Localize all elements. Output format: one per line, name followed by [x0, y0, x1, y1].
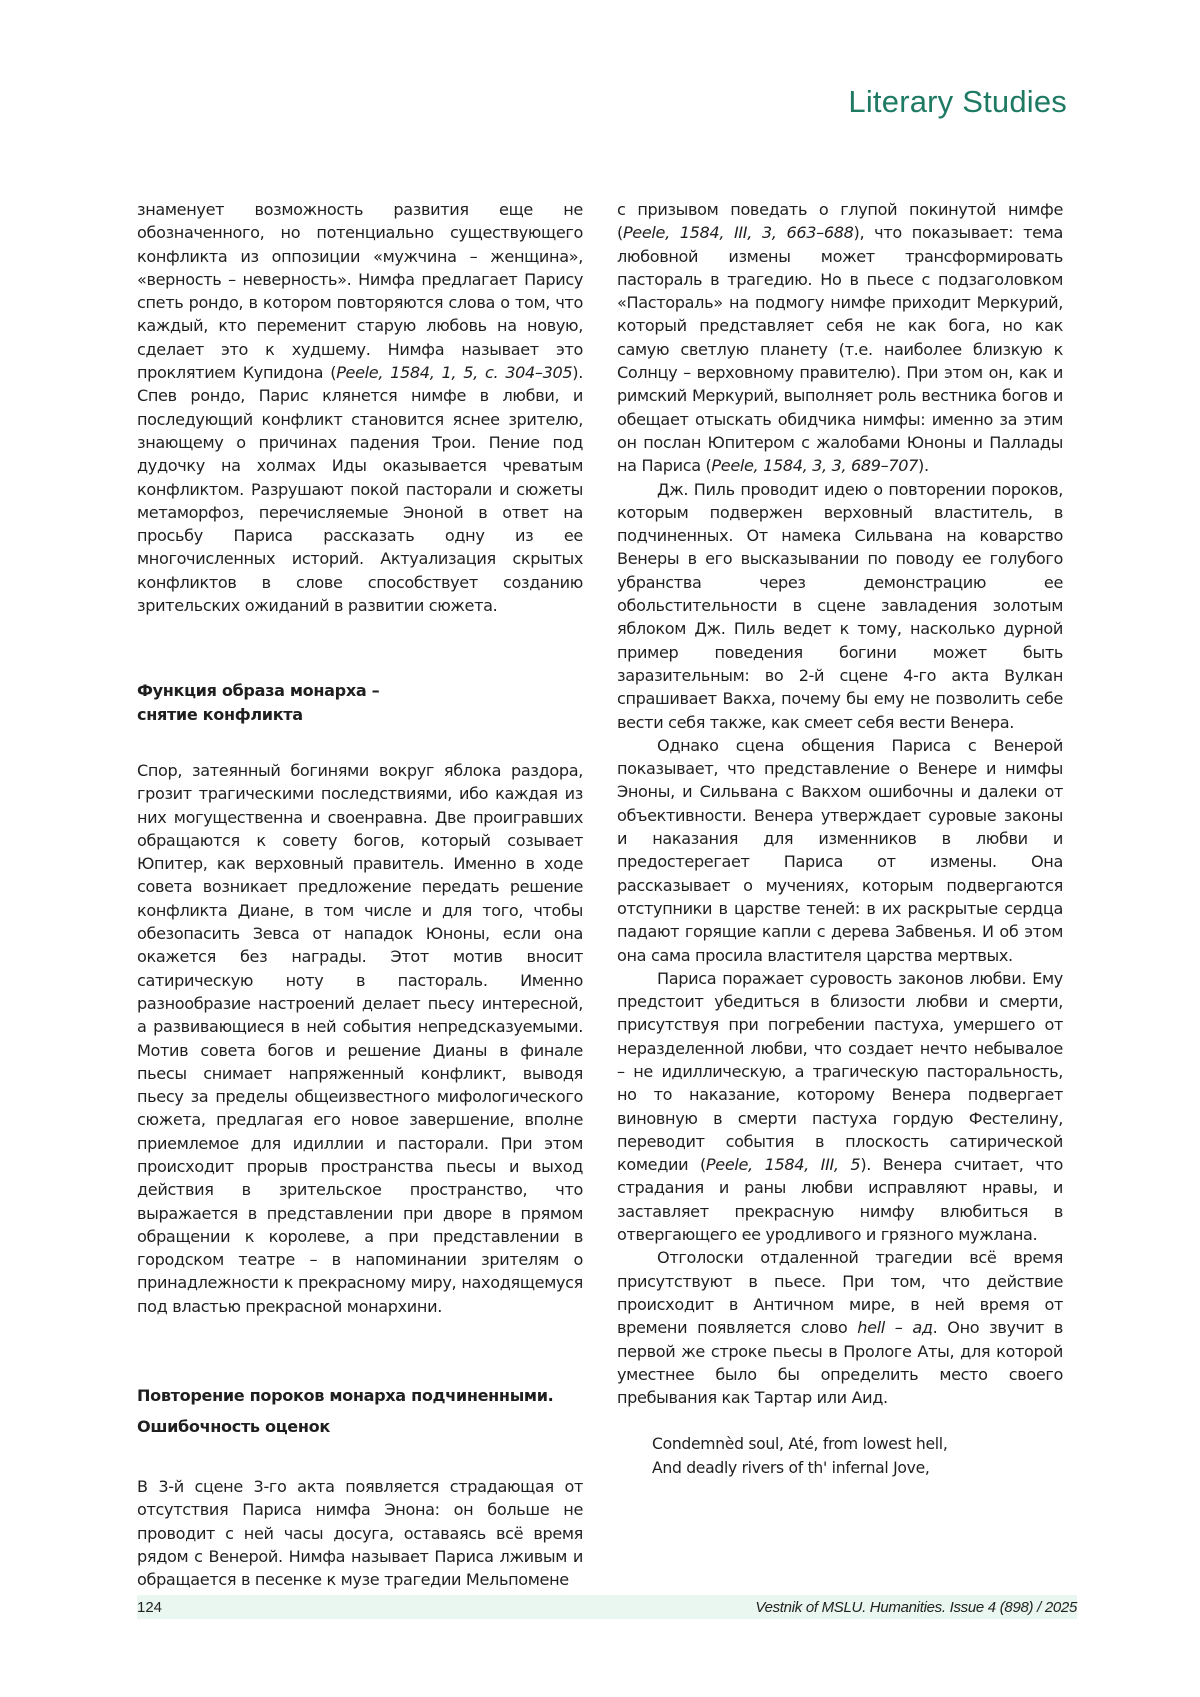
paragraph: Однако сцена общения Париса с Венерой показывает, что представление о Венере и нимфы Эноны, и Сильвана с Вакхом ошибочны и далеки от объективности. Венера утверждает суровые законы и наказания для изменников в любви и предостерегает Париса от измены. Она рассказывает о мучениях, которым подвергаются отступники в царстве теней: в их раскрытые сердца падают горящие капли с дерева Забвенья. И об этом она сама просила властителя царства мертвых.: [617, 735, 1063, 965]
text: ). Венера считает, что страдания и раны любви исправляют нравы, и заставляет прекрасную нимфу влюбиться в отвергающего ее уродливого и грязного мужлана.: [617, 1155, 1063, 1245]
right-column: [617, 198, 1063, 1480]
emphasis: hell – ад: [857, 1318, 933, 1338]
text: с призывом поведать о глупой покинутой нимфе (: [617, 200, 1063, 243]
running-head-section-title: Literary Studies: [848, 84, 1067, 119]
verse-line: Condemnèd soul, Até, from lowest hell,: [652, 1435, 948, 1454]
paragraph: [617, 967, 1063, 1247]
verse-quote: [652, 1432, 1063, 1480]
heading-line: Ошибочность оценок: [137, 1417, 330, 1437]
heading-line: Функция образа монарха –: [137, 681, 380, 701]
section-heading: [137, 1380, 583, 1442]
paragraph: В 3-й сцене 3-го акта появляется страдающая от отсутствия Париса нимфа Энона: он больше не проводит с ней часы досуга, оставаясь всё время рядом с Венерой. Нимфа называет Париса лживым и обращается в песенке к музе трагедии Мельпомене: [137, 1477, 583, 1590]
page-footer: [137, 1595, 1077, 1619]
citation: Peele, 1584, III, 3, 663–688: [622, 223, 854, 243]
heading-line: снятие конфликта: [137, 704, 303, 724]
text: ).: [918, 456, 929, 476]
paragraph: [617, 1246, 1063, 1409]
text: Отголоски отдаленной трагедии всё время присутствуют в пьесе. При том, что действие происходит в Античном мире, в ней время от времени появляется слово: [617, 1248, 1063, 1338]
citation: Peele, 1584, III, 5: [705, 1155, 861, 1175]
journal-citation: Vestnik of MSLU. Humanities. Issue 4 (898) / 2025: [755, 1598, 1077, 1616]
left-column: [137, 198, 583, 1592]
text: знаменует возможность развития еще не обозначенного, но потенциально существующего конфликта из оппозиции «мужчина – женщина», «верность – неверность». Нимфа предлагает Парису спеть рондо, в котором повторяются слова о том, что каждый, кто переменит старую любовь на новую, сделает это к худшему. Нимфа называет это проклятием Купидона (: [137, 200, 583, 383]
text: Париса поражает суровость законов любви. Ему предстоит убедиться в близости любви и смерти, присутствуя при погребении пастуха, умершего от неразделенной любви, что создает нечто небывалое – не идиллическую, а трагическую пасторальность, но то наказание, которому Венера подвергает виновную в смерти пастуха гордую Фестелину, переводит события в плоскость сатирической комедии (: [617, 968, 1063, 1175]
paragraph: Дж. Пиль проводит идею о повторении пороков, которым подвержен верховный властитель, в подчиненных. От намека Сильвана на коварство Венеры в его высказывании по поводу ее голубого убранства через демонстрацию ее обольстительности в сцене завладения золотым яблоком Дж. Пиль ведет к тому, насколько дурной пример поведения богини может быть заразительным: во 2-й сцене 4-го акта Вулкан спрашивает Вакха, почему бы ему не позволить себе вести себя также, как смеет себя вести Венера.: [617, 479, 1063, 732]
paragraph: Спор, затеянный богинями вокруг яблока раздора, грозит трагическими последствиями, ибо каждая из них могущественна и своенравна. Две проигравших обращаются к совету богов, который созывает Юпитер, как верховный правитель. Именно в ходе совета возникает предложение передать решение конфликта Диане, в том числе и для того, чтобы обезопасить Зевса от нападок Юноны, если она окажется без награды. Этот мотив вносит сатирическую ноту в пастораль. Именно разнообразие настроений делает пьесу интересной, а развивающиеся в ней события непредсказуемыми. Мотив совета богов и решение Дианы в финале пьесы снимает напряженный конфликт, выводя пьесу за пределы общеизвестного мифологического сюжета, предлагая его новое завершение, вполне приемлемое для идиллии и пасторали. При этом происходит прорыв пространства пьесы и выход действия в зрительское пространство, что выражается в представлении при дворе в прямом обращении к королеве, а при представлении в городском театре – в напоминании зрителям о принадлежности к прекрасному миру, находящемуся под властью прекрасной монархини.: [137, 760, 583, 1316]
paragraph: [137, 198, 583, 617]
page-number: 124: [137, 1598, 163, 1616]
text: . Оно звучит в первой же строке пьесы в Прологе Аты, для которой уместнее было бы определить место своего пребывания как Тартар или Аид.: [617, 1318, 1063, 1408]
heading-line: Повторение пороков монарха подчиненными.: [137, 1386, 554, 1406]
text: ), что показывает: тема любовной измены может трансформировать пастораль в трагедию. Но в пьесе с подзаголовком «Пастораль» на подмогу нимфе приходит Меркурий, который представляет себя не как бога, но как самую светлую планету (т.е. наиболее близкую к Солнцу – верховному правителю). При этом он, как и римский Меркурий, выполняет роль вестника богов и обещает отыскать обидчика нимфы: именно за этим он послан Юпитером с жалобами Юноны и Паллады на Париса (: [617, 223, 1063, 476]
verse-line: And deadly rivers of th' infernal Jove,: [652, 1459, 930, 1478]
citation: Peele, 1584, 3, 3, 689–707: [711, 456, 919, 476]
citation: Peele, 1584, 1, 5, c. 304–305: [336, 363, 573, 383]
text: ). Спев рондо, Парис клянется нимфе в любви, и последующий конфликт становится яснее зрителю, знающему о причинах падения Трои. Пение под дудочку на холмах Иды оказывается чреватым конфликтом. Разрушают покой пасторали и сюжеты метаморфоз, перечисляемые Эноной в ответ на просьбу Париса рассказать одну из ее многочисленных историй. Актуализация скрытых конфликтов в слове способствует созданию зрительских ожиданий в развитии сюжета.: [137, 363, 583, 616]
paragraph: [617, 198, 1063, 478]
section-heading: [137, 679, 583, 726]
